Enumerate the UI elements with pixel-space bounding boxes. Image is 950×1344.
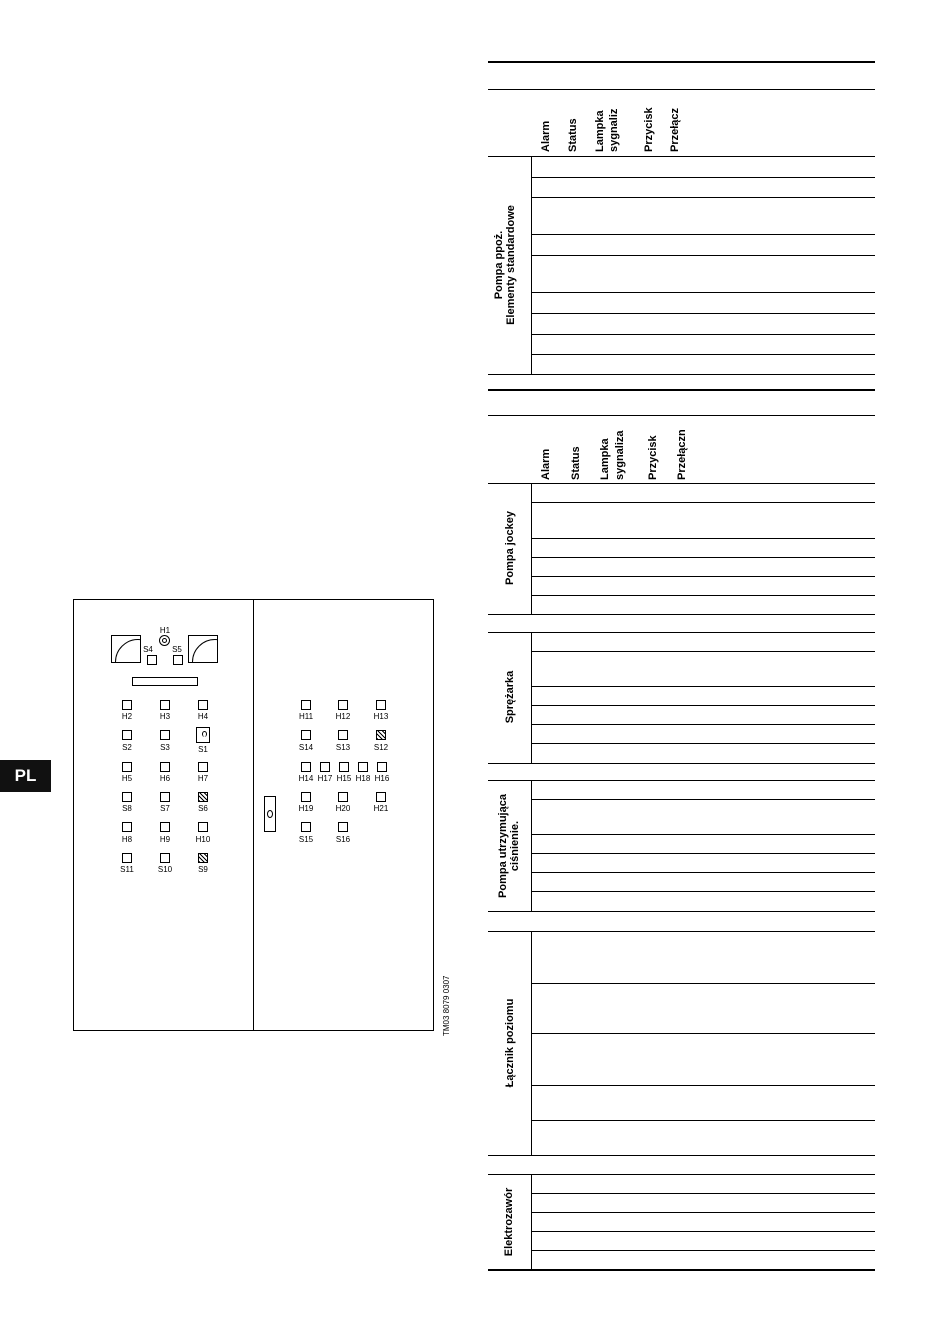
table2-top-rule [488,389,875,391]
level-top [488,931,875,932]
table2-col-button: Przycisk [647,435,659,480]
table1-col-button: Przycisk [643,107,655,152]
jockey-row-line [531,538,875,539]
lamp-h5 [122,762,132,772]
level-divider [531,931,532,1155]
label-s16: S16 [335,835,351,844]
label-h18: H18 [355,774,371,783]
compressor-row-line [531,651,875,652]
table1-row-line [531,354,875,355]
button-s7 [160,792,170,802]
label-h16: H16 [374,774,390,783]
lamp-h14 [301,762,311,772]
lamp-h13 [376,700,386,710]
level-row-line [531,983,875,984]
pressure-row-line [531,891,875,892]
table2-col-alarm: Alarm [540,448,552,480]
table1-col-lamp-line1: Lampka [594,110,606,152]
compressor-row-line [531,724,875,725]
solenoid-row-line [531,1250,875,1251]
jockey-bottom [488,614,875,615]
pressure-top [488,780,875,781]
compressor-row-line [531,686,875,687]
label-h2: H2 [121,712,133,721]
label-h3: H3 [159,712,171,721]
solenoid-row-line [531,1212,875,1213]
table1-col-switch: Przełącz [669,107,681,152]
table1-body-top [488,156,875,157]
jockey-row-line [531,576,875,577]
label-s9: S9 [198,865,208,874]
label-s8: S8 [122,804,132,813]
table1-row-line [531,292,875,293]
label-h7: H7 [197,774,209,783]
label-h4: H4 [197,712,209,721]
button-s3 [160,730,170,740]
switch-s4 [147,655,157,665]
label-h1: H1 [159,626,171,635]
button-s12 [376,730,386,740]
section-compressor: Sprężarka [504,670,516,724]
label-h14: H14 [298,774,314,783]
label-s14: S14 [298,743,314,752]
door-handle-icon [264,796,276,832]
lamp-h6 [160,762,170,772]
label-s12: S12 [373,743,389,752]
solenoid-top [488,1174,875,1175]
button-s16 [338,822,348,832]
lamp-h17 [320,762,330,772]
table1-col-lamp-line2: sygnaliz [608,108,620,152]
lamp-h3 [160,700,170,710]
jockey-row-line [531,502,875,503]
button-s2 [122,730,132,740]
table2-col-lamp-line1: Lampka [599,438,611,480]
table2-bottom-rule [488,1269,875,1271]
table2-header-rule [488,415,875,416]
compressor-bottom [488,763,875,764]
compressor-row-line [531,743,875,744]
label-s5: S5 [172,645,182,654]
button-s13 [338,730,348,740]
lamp-h2 [122,700,132,710]
button-s15 [301,822,311,832]
label-h10: H10 [195,835,211,844]
label-h5: H5 [121,774,133,783]
figure-code: TM03 8079 0307 [442,975,451,1036]
level-bottom [488,1155,875,1156]
table1-row-line [531,197,875,198]
table2-col-status: Status [570,446,582,480]
section-solenoid-valve: Elektrozawór [503,1187,515,1257]
level-row-line [531,1085,875,1086]
button-s14 [301,730,311,740]
lamp-h10 [198,822,208,832]
control-panel-drawing [73,599,434,1031]
language-tab: PL [0,760,51,792]
table1-col-status: Status [567,118,579,152]
label-s3: S3 [160,743,170,752]
button-s6 [198,792,208,802]
lamp-h8 [122,822,132,832]
table1-row-line [531,334,875,335]
lamp-h11 [301,700,311,710]
label-h15: H15 [336,774,352,783]
label-h9: H9 [159,835,171,844]
table1-row-line [531,234,875,235]
pressure-row-line [531,853,875,854]
lamp-h9 [160,822,170,832]
lamp-h7 [198,762,208,772]
pressure-row-line [531,799,875,800]
label-s2: S2 [122,743,132,752]
table1-section-fire-pump [493,205,517,325]
compressor-top [488,632,875,633]
label-s10: S10 [157,865,173,874]
lamp-h15 [339,762,349,772]
solenoid-row-line [531,1193,875,1194]
button-s11 [122,853,132,863]
lamp-h18 [358,762,368,772]
button-s9 [198,853,208,863]
jockey-row-line [531,557,875,558]
solenoid-divider [531,1174,532,1270]
label-h17: H17 [317,774,333,783]
pressure-row-line [531,834,875,835]
lamp-h1-icon [159,635,170,646]
lamp-h21 [376,792,386,802]
lamp-h12 [338,700,348,710]
compressor-row-line [531,705,875,706]
pressure-row-line [531,872,875,873]
table1-row-line [531,255,875,256]
label-s6: S6 [198,804,208,813]
pressure-label-line1: Pompa utrzymująca [497,794,509,898]
table1-header-rule [488,89,875,90]
lamp-h4 [198,700,208,710]
table1-bottom-rule [488,374,875,375]
table1-section-divider [531,156,532,375]
table1-col-alarm: Alarm [540,120,552,152]
label-h19: H19 [298,804,314,813]
section-jockey-pump: Pompa jockey [504,511,516,585]
label-s11: S11 [120,865,134,874]
table2-col-lamp-line2: sygnaliza [614,430,626,480]
label-h11: H11 [298,712,314,721]
button-s10 [160,853,170,863]
table1-section-line2: Elementy standardowe [505,205,517,325]
label-s1: S1 [198,745,208,754]
label-h21: H21 [373,804,389,813]
label-h20: H20 [335,804,351,813]
gauge-right-icon [188,635,218,663]
switch-s5 [173,655,183,665]
table1-row-line [531,177,875,178]
selector-s1-icon [196,727,210,743]
button-s8 [122,792,132,802]
label-s4: S4 [143,645,153,654]
pressure-label-line2: ciśnienie. [509,820,521,872]
level-row-line [531,1120,875,1121]
section-pressure-pump [497,794,521,898]
label-h6: H6 [159,774,171,783]
table1-row-line [531,313,875,314]
label-h12: H12 [335,712,351,721]
level-row-line [531,1033,875,1034]
label-s7: S7 [160,804,170,813]
table1-section-line1: Pompa ppoż. [493,230,505,300]
solenoid-row-line [531,1231,875,1232]
label-s13: S13 [335,743,351,752]
label-s15: S15 [298,835,314,844]
lamp-h16 [377,762,387,772]
pressure-bottom [488,911,875,912]
lamp-h20 [338,792,348,802]
label-h8: H8 [121,835,133,844]
label-h13: H13 [373,712,389,721]
panel-door-divider [253,600,254,1030]
section-level-switch: Łącznik poziomu [504,998,516,1088]
jockey-top [488,483,875,484]
lamp-h19 [301,792,311,802]
jockey-row-line [531,595,875,596]
table2-col-switch: Przełączn [676,429,688,480]
display-bar [132,677,198,686]
table1-top-rule [488,61,875,63]
